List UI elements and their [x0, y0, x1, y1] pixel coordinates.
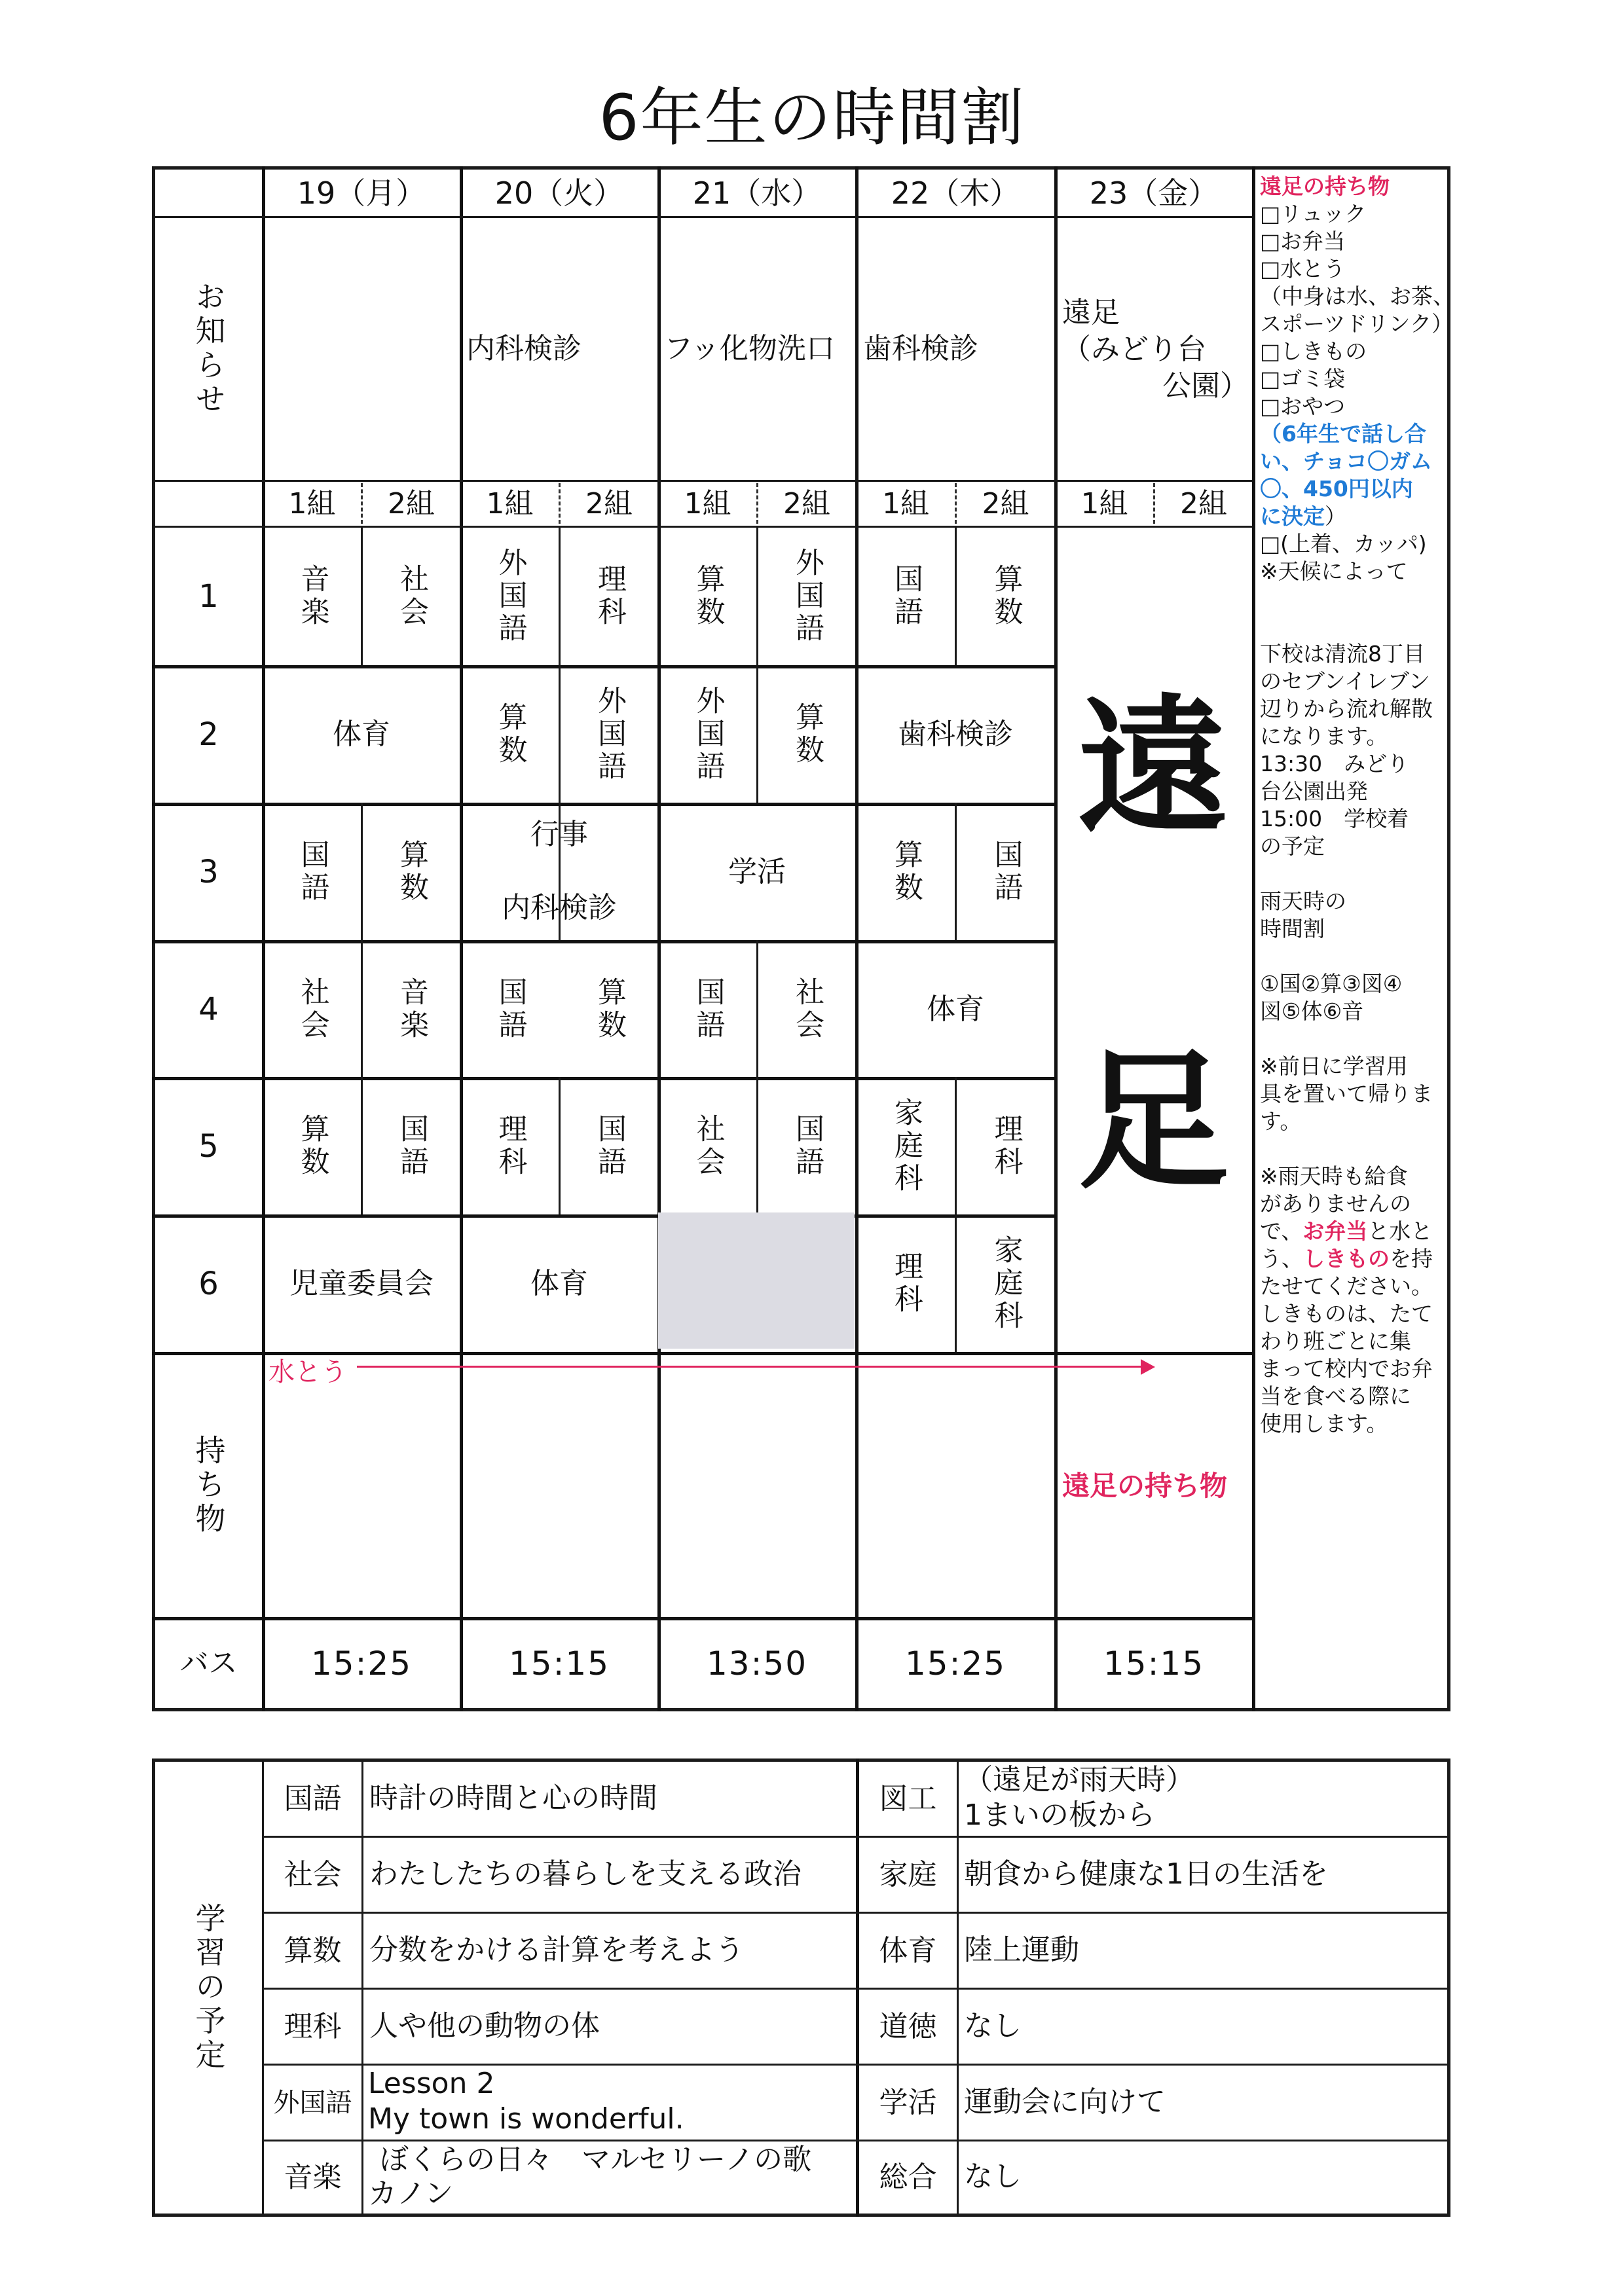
p1-thu-1: 国語: [889, 564, 923, 629]
bus-time-thu: 15:25: [904, 1645, 1006, 1683]
study-subject: 体育: [879, 1933, 937, 1967]
study-content: 運動会に向けて: [964, 2085, 1166, 2119]
study-content: 1まいの板から: [964, 1798, 1155, 1832]
study-content: 朝食から健康な1日の生活を: [964, 1857, 1328, 1891]
p6-thu-2: 家庭科: [989, 1235, 1023, 1333]
p5-wed-1: 社会: [691, 1114, 725, 1179]
study-content: My town is wonderful.: [368, 2102, 684, 2136]
class-1-wed: 1組: [684, 486, 731, 520]
side-extra: □(上着、カッパ): [1260, 531, 1427, 556]
p4-tue-2: 算数: [593, 976, 626, 1042]
p5-wed-2: 国語: [790, 1114, 824, 1179]
p4-wed-1: 国語: [691, 976, 725, 1042]
p6-mon: 児童委員会: [289, 1267, 434, 1300]
p5-tue-2: 国語: [593, 1114, 626, 1179]
dismissal-note: の予定: [1260, 833, 1325, 859]
side-item: □お弁当: [1260, 228, 1346, 254]
study-content: Lesson 2: [368, 2067, 495, 2100]
p1-tue-1: 外国語: [493, 547, 527, 646]
study-subject: 社会: [284, 1857, 342, 1891]
lunch-note-part: と水と: [1367, 1218, 1433, 1244]
p6-thu-1: 理科: [889, 1251, 923, 1317]
notice-wed: フッ化物洗口: [664, 332, 835, 365]
p4-wed-2: 社会: [790, 976, 824, 1042]
period-2: 2: [198, 716, 219, 753]
class-1-fri: 1組: [1080, 486, 1128, 520]
lunch-note: [1260, 1218, 1450, 1245]
ensoku-belongings-label: 遠足の持ち物: [1062, 1470, 1228, 1502]
side-item: □水とう: [1260, 256, 1346, 282]
side-heading: 遠足の持ち物: [1260, 173, 1390, 199]
ensoku-char-1: 遠: [1078, 682, 1229, 856]
notice-fri: [1062, 295, 1249, 405]
day-header-fri: 23（金）: [1089, 175, 1219, 211]
p1-wed-1: 算数: [691, 564, 725, 629]
prepare-note: 具を置いて帰りま: [1260, 1081, 1433, 1106]
study-subject: 学活: [879, 2085, 937, 2119]
lunch-note: しきものは、たて: [1260, 1301, 1433, 1326]
side-item: □しきもの: [1260, 338, 1367, 364]
study-content: 分数をかける計算を考えよう: [369, 1933, 744, 1967]
lunch-note: まって校内でお弁: [1260, 1356, 1433, 1381]
class-2-tue: 2組: [585, 486, 633, 520]
lunch-note: ※雨天時も給食: [1260, 1163, 1408, 1189]
lunch-note-part: で、: [1260, 1218, 1303, 1244]
study-content: なし: [964, 2160, 1022, 2193]
class-2-fri: 2組: [1180, 486, 1227, 520]
lunch-note-mat: しきもの: [1303, 1246, 1390, 1271]
notice-label: お知らせ: [191, 281, 227, 417]
lunch-note: がありませんの: [1260, 1191, 1411, 1216]
study-content: なし: [964, 2009, 1022, 2043]
study-subject: 音楽: [284, 2160, 342, 2194]
p2-wed-1: 外国語: [691, 685, 725, 784]
p3-thu-1: 算数: [889, 839, 923, 905]
study-content: 人や他の動物の体: [369, 2009, 600, 2043]
p1-mon-1: 音楽: [295, 564, 329, 629]
lunch-note-part: を持: [1390, 1246, 1433, 1271]
class-2-wed: 2組: [783, 486, 830, 520]
class-2-thu: 2組: [982, 486, 1029, 520]
lunch-note: たせてください。: [1260, 1273, 1433, 1299]
lunch-note: 当を食べる際に: [1260, 1383, 1411, 1409]
study-content: ぼくらの日々 マルセリーノの歌: [380, 2143, 812, 2176]
class-1-tue: 1組: [486, 486, 534, 520]
notice-fri-line3: 公園）: [1162, 369, 1249, 403]
side-item: （中身は水、お茶、: [1260, 283, 1454, 309]
p2-mon: 体育: [333, 718, 390, 751]
page-title: 6年生の時間割: [599, 81, 1025, 155]
study-subject: 算数: [284, 1933, 342, 1967]
period-5: 5: [198, 1128, 219, 1165]
p5-mon-1: 算数: [295, 1114, 329, 1179]
p2-tue-1: 算数: [493, 702, 527, 767]
p4-mon-2: 音楽: [395, 976, 428, 1042]
p3-tue-checkup: 内科検診: [502, 891, 617, 924]
class-1-thu: 1組: [882, 486, 929, 520]
notice-tue: 内科検診: [466, 332, 581, 365]
study-content: 時計の時間と心の時間: [369, 1781, 657, 1815]
p2-thu: 歯科検診: [898, 718, 1013, 751]
class-1-mon: 1組: [288, 486, 336, 520]
day-header-mon: 19（月）: [297, 175, 426, 211]
dismissal-note: になります。: [1260, 723, 1388, 749]
p6-tue: 体育: [530, 1267, 588, 1300]
side-extra: ※天候によって: [1260, 558, 1408, 584]
side-item: □ゴミ袋: [1260, 366, 1346, 392]
side-item: □リュック: [1260, 201, 1367, 227]
p5-tue-1: 理科: [493, 1114, 527, 1179]
study-subject: 外国語: [273, 2087, 352, 2118]
prepare-note: す。: [1260, 1108, 1302, 1134]
lunch-note: 使用します。: [1260, 1411, 1388, 1436]
p3-mon-2: 算数: [395, 839, 428, 905]
p1-wed-2: 外国語: [790, 547, 824, 646]
snack-note: （6年生で話し合: [1260, 421, 1426, 446]
bus-time-fri: 15:15: [1103, 1645, 1205, 1683]
p3-wed: 学活: [728, 855, 786, 888]
study-subject: 図工: [879, 1781, 937, 1815]
period-4: 4: [198, 991, 219, 1028]
period-3: 3: [198, 854, 219, 890]
p6-wed-empty: [658, 1212, 855, 1349]
study-subject: 家庭: [879, 1857, 937, 1891]
rain-heading: 雨天時の: [1260, 888, 1346, 914]
study-subject: 総合: [879, 2160, 937, 2194]
study-content: 陸上運動: [964, 1933, 1079, 1967]
period-6: 6: [198, 1266, 219, 1302]
study-content: （遠足が雨天時）: [964, 1763, 1194, 1796]
study-subject: 国語: [284, 1781, 342, 1815]
rain-heading: 時間割: [1260, 916, 1325, 941]
side-item: スポーツドリンク）: [1260, 311, 1454, 337]
bus-label: バス: [179, 1647, 238, 1680]
side-item: □おやつ: [1260, 393, 1346, 419]
notice-fri-line1: 遠足: [1062, 296, 1120, 329]
lunch-note-bento: お弁当: [1302, 1218, 1368, 1244]
p1-tue-2: 理科: [593, 564, 626, 629]
study-content: わたしたちの暮らしを支える政治: [369, 1857, 802, 1891]
p2-wed-2: 算数: [790, 702, 824, 767]
notice-fri-line2: （みどり台: [1062, 333, 1206, 366]
snack-note-close: ）: [1325, 503, 1346, 529]
snack-note: い、チョコ〇ガム: [1260, 448, 1433, 474]
day-header-tue: 20（火）: [494, 175, 624, 211]
p3-mon-1: 国語: [295, 839, 329, 905]
p1-mon-2: 社会: [395, 564, 428, 629]
p5-mon-2: 国語: [395, 1114, 428, 1179]
day-header-thu: 22（木）: [891, 175, 1020, 211]
study-label: 学習の予定: [191, 1903, 227, 2073]
ensoku-char-2: 足: [1078, 1035, 1229, 1210]
study-subject: 道徳: [879, 2009, 937, 2043]
p3-tue-event: 行事: [530, 818, 588, 851]
water-arrow-line: [357, 1366, 1151, 1368]
study-content: カノン: [368, 2177, 454, 2210]
dismissal-note: 辺りから流れ解散: [1260, 696, 1433, 721]
p4-mon-1: 社会: [295, 976, 329, 1042]
bus-time-tue: 15:15: [508, 1645, 610, 1683]
lunch-note-part: う、: [1260, 1246, 1303, 1271]
bus-time-mon: 15:25: [310, 1645, 413, 1683]
dismissal-note: 下校は清流8丁目: [1260, 641, 1425, 666]
notice-thu: 歯科検診: [863, 332, 978, 365]
snack-note: に決定: [1260, 503, 1325, 529]
period-1: 1: [198, 578, 219, 615]
p5-thu-1: 家庭科: [889, 1097, 923, 1195]
arrow-right-icon: [1141, 1359, 1155, 1375]
lunch-note: わり班ごとに集: [1260, 1328, 1411, 1354]
lunch-note: [1260, 1245, 1450, 1273]
dismissal-note: 13:30 みどり: [1260, 751, 1409, 776]
belongings-label: 持ち物: [191, 1434, 227, 1537]
p5-thu-2: 理科: [989, 1114, 1023, 1179]
bus-time-wed: 13:50: [706, 1645, 808, 1683]
p4-tue-1: 国語: [493, 976, 527, 1042]
p4-thu: 体育: [927, 992, 984, 1026]
class-2-mon: 2組: [388, 486, 435, 520]
p1-thu-2: 算数: [989, 564, 1023, 629]
snack-note: 〇、450円以内: [1260, 476, 1413, 501]
water-bottle-label: 水とう: [268, 1357, 347, 1387]
dismissal-note: のセブンイレブン: [1260, 668, 1430, 694]
day-header-wed: 21（水）: [692, 175, 822, 211]
side-notes: [1260, 173, 1454, 1438]
study-subject: 理科: [284, 2009, 342, 2043]
prepare-note: ※前日に学習用: [1260, 1053, 1408, 1079]
p3-thu-2: 国語: [989, 839, 1023, 905]
p2-tue-2: 外国語: [593, 685, 626, 784]
dismissal-note: 台公園出発: [1260, 778, 1368, 804]
dismissal-note: 15:00 学校着: [1260, 806, 1409, 831]
rain-schedule: ①国②算③図④: [1260, 971, 1403, 996]
rain-schedule: 図⑤体⑥音: [1260, 998, 1364, 1024]
